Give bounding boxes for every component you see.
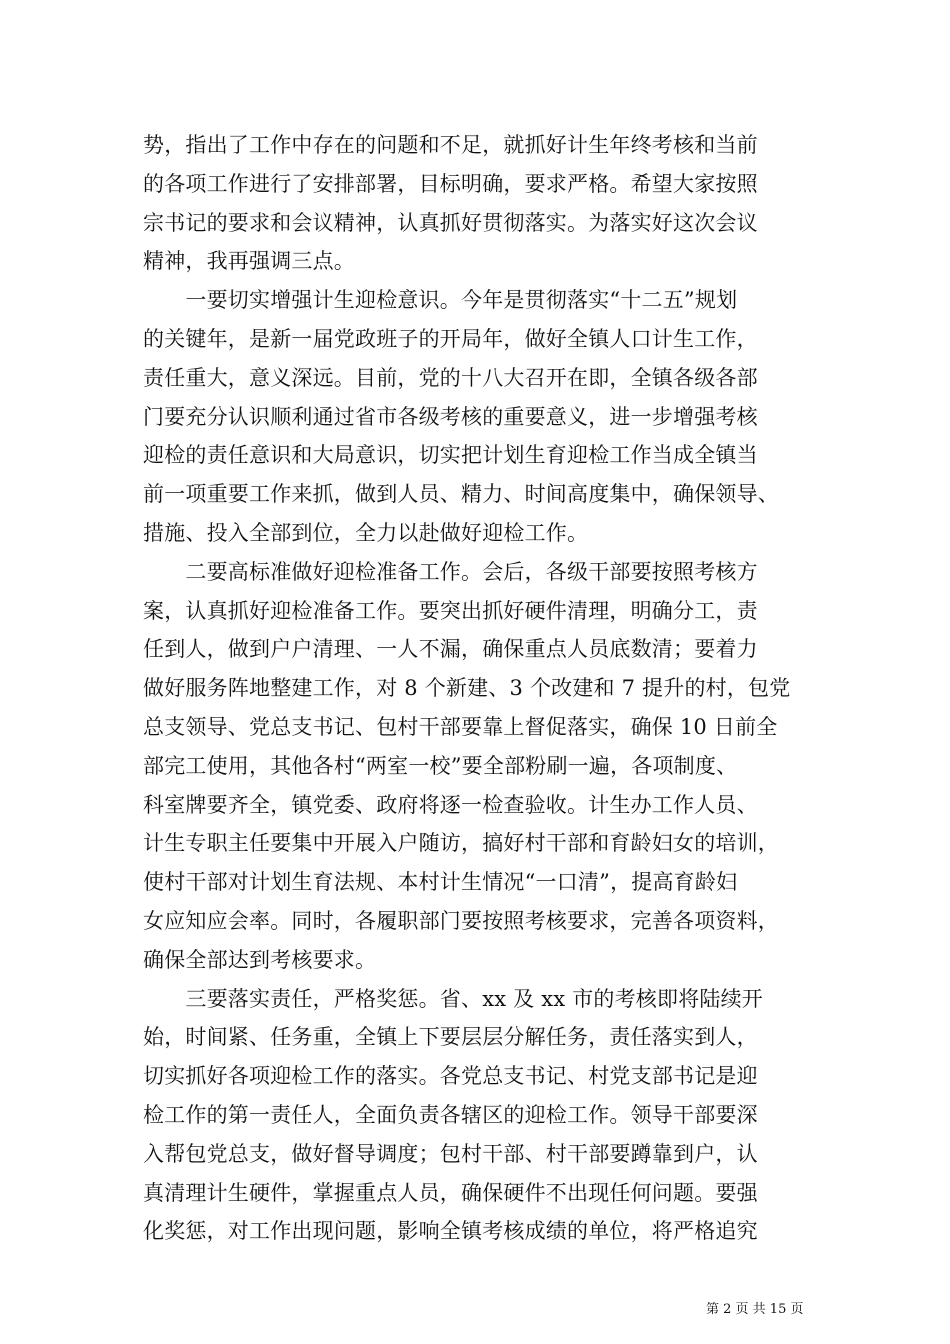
text-line: 计生专职主任要集中开展入户随访，搞好村干部和育龄妇女的培训， (143, 831, 779, 856)
text-line: 前一项重要工作来抓，做到人员、精力、时间高度集中，确保领导、 (143, 482, 779, 507)
text-line: 部完工使用，其他各村“两室一校”要全部粉刷一遍，各项制度、 (143, 753, 738, 778)
text-line: 任到人，做到户户清理、一人不漏，确保重点人员底数清；要着力 (143, 637, 758, 662)
text-line: 案，认真抓好迎检准备工作。要突出抓好硬件清理，明确分工，责 (143, 598, 758, 623)
text-line: 责任重大，意义深远。目前，党的十八大召开在即，全镇各级各部 (143, 365, 758, 390)
text-line: 精神，我再强调三点。 (143, 249, 355, 274)
page-number: 第 2 页 共 15 页 (706, 1302, 804, 1317)
text-line: 迎检的责任意识和大局意识，切实把计划生育迎检工作当成全镇当 (143, 443, 758, 468)
text-line: 的各项工作进行了安排部署，目标明确，要求严格。希望大家按照 (143, 171, 758, 196)
text-line: 宗书记的要求和会议精神，认真抓好贯彻落实。为落实好这次会议 (143, 210, 758, 235)
paragraph-1-start: 一要切实增强计生迎检意识。今年是贯彻落实“十二五”规划 (143, 288, 738, 313)
text-line: 化奖惩，对工作出现问题，影响全镇考核成绩的单位，将严格追究 (143, 1219, 758, 1244)
body-text (143, 126, 833, 1251)
text-line: 始，时间紧、任务重，全镇上下要层层分解任务，责任落实到人， (143, 1025, 758, 1050)
text-line: 检工作的第一责任人，全面负责各辖区的迎检工作。领导干部要深 (143, 1102, 758, 1127)
text-line: 真清理计生硬件，掌握重点人员，确保硬件不出现任何问题。要强 (143, 1180, 758, 1205)
text-line: 入帮包党总支，做好督导调度；包村干部、村干部要蹲靠到户，认 (143, 1141, 758, 1166)
text-line: 的关键年，是新一届党政班子的开局年，做好全镇人口计生工作， (143, 326, 758, 351)
text-line: 切实抓好各项迎检工作的落实。各党总支书记、村党支部书记是迎 (143, 1064, 758, 1089)
text-line: 使村干部对计划生育法规、本村计生情况“一口清”，提高育龄妇 (143, 870, 738, 895)
text-line: 措施、投入全部到位，全力以赴做好迎检工作。 (143, 520, 589, 545)
text-line: 女应知应会率。同时，各履职部门要按照考核要求，完善各项资料， (143, 908, 779, 933)
text-line: 总支领导、党总支书记、包村干部要靠上督促落实，确保 10 日前全 (143, 714, 778, 739)
paragraph-3-start: 三要落实责任，严格奖惩。省、xx 及 xx 市的考核即将陆续开 (143, 986, 763, 1011)
text-line: 门要充分认识顺利通过省市各级考核的重要意义，进一步增强考核 (143, 404, 758, 429)
text-line: 做好服务阵地整建工作，对 8 个新建、3 个改建和 7 提升的村，包党 (143, 676, 791, 701)
text-line: 确保全部达到考核要求。 (143, 947, 377, 972)
text-line: 势，指出了工作中存在的问题和不足，就抓好计生年终考核和当前 (143, 133, 758, 157)
text-line: 科室牌要齐全，镇党委、政府将逐一检查验收。计生办工作人员、 (143, 792, 758, 817)
paragraph-2-start: 二要高标准做好迎检准备工作。会后，各级干部要按照考核方 (143, 559, 758, 584)
